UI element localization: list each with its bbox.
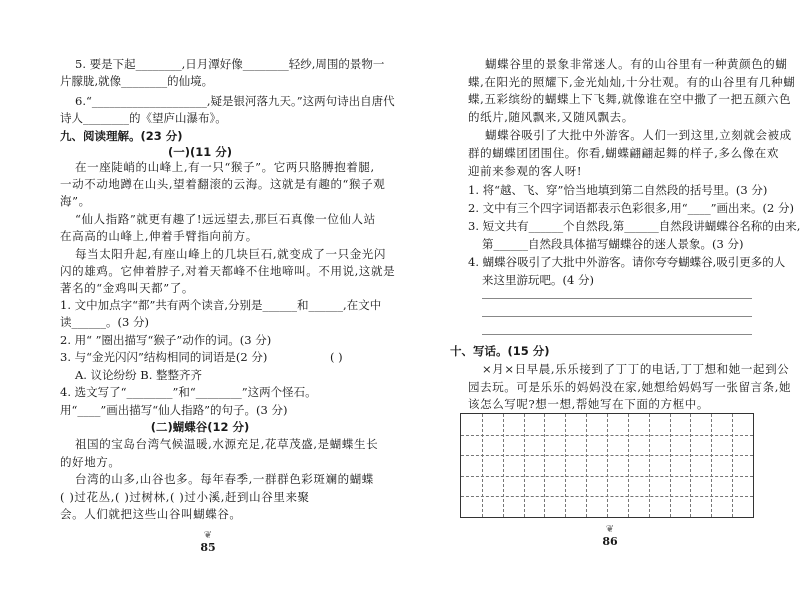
butterfly-q2: 2. 文中有三个四字词语都表示色彩很多,用“____”画出来。(2 分) bbox=[468, 201, 794, 215]
reading-q4-line-1: 4. 选文写了“________”和“________”这两个怪石。 bbox=[60, 385, 317, 399]
writing-prompt-line: 园去玩。可是乐乐的妈妈没在家,她想给妈妈写一张留言条,她 bbox=[468, 380, 792, 394]
writing-grid[interactable] bbox=[460, 413, 754, 518]
butterfly-q4-line-2: 来这里游玩吧。(4 分) bbox=[482, 273, 594, 287]
butterfly-q3-line-2: 第______自然段具体描写蝴蝶谷的迷人景象。(3 分) bbox=[482, 237, 744, 251]
passage-2-continued-line: 群的蝴蝶团团围住。你看,蝴蝶翩翩起舞的样子,多么像在欢 bbox=[468, 146, 780, 160]
grid-column-line bbox=[607, 414, 608, 517]
grid-row-line bbox=[461, 496, 753, 497]
passage-2-line: 祖国的宝岛台湾气候温暖,水源充足,花草茂盛,是蝴蝶生长 bbox=[75, 437, 379, 451]
passage-1-line: 每当太阳升起,有座山峰上的几块巨石,就变成了一只金光闪 bbox=[75, 247, 387, 261]
passage-1-line: 在高高的山峰上,伸着手臂指向前方。 bbox=[60, 229, 258, 243]
passage-2-continued-line: 迎前来参观的客人呀! bbox=[468, 164, 583, 178]
ornament-icon: ❦ bbox=[605, 524, 615, 535]
question-5-line-1: 5. 要是下起________,日月潭好像________轻纱,周围的景物一 bbox=[75, 57, 385, 71]
grid-column-line bbox=[565, 414, 566, 517]
page-number-85: ❦ 85 bbox=[200, 530, 216, 554]
grid-column-line bbox=[482, 414, 483, 517]
grid-column-line bbox=[732, 414, 733, 517]
passage-1-line: 海”。 bbox=[60, 194, 91, 208]
passage-2-continued-line: 蝴蝶谷吸引了大批中外游客。人们一到这里,立刻就会被成 bbox=[485, 128, 792, 142]
grid-column-line bbox=[628, 414, 629, 517]
passage-2-continued-line: 的纸片,随风飘来,又随风飘去。 bbox=[468, 110, 634, 124]
question-6-line-2: 诗人________的《望庐山瀑布》。 bbox=[60, 111, 227, 125]
butterfly-q4-line-1: 4. 蝴蝶谷吸引了大批中外游客。请你夸夸蝴蝶谷,吸引更多的人 bbox=[468, 255, 786, 269]
answer-line[interactable] bbox=[482, 298, 752, 299]
passage-2-continued-line: 蝶,五彩缤纷的蝴蝶上下飞舞,就像谁在空中撒了一把五颜六色 bbox=[468, 92, 792, 106]
reading-q1-line-2: 读______。(3 分) bbox=[60, 315, 149, 329]
reading-q3-answer-paren: ( ) bbox=[330, 350, 343, 364]
answer-line[interactable] bbox=[482, 334, 752, 335]
reading-q3-options: A. 议论纷纷 B. 整整齐齐 bbox=[75, 368, 203, 382]
passage-2-line: 的好地方。 bbox=[60, 455, 121, 469]
passage-2-continued-line: 蝴蝶谷里的景象非常迷人。有的山谷里有一种黄颜色的蝴 bbox=[485, 57, 788, 71]
passage-1-line: 一动不动地蹲在山头,望着翻滚的云海。这就是有趣的“猴子观 bbox=[60, 177, 386, 191]
reading-q2: 2. 用“ ”圈出描写“猴子”动作的词。(3 分) bbox=[60, 333, 272, 347]
passage-2-title: (二)蝴蝶谷(12 分) bbox=[150, 420, 250, 434]
ornament-icon: ❦ bbox=[203, 530, 213, 541]
grid-row-line bbox=[461, 476, 753, 477]
grid-column-line bbox=[586, 414, 587, 517]
writing-prompt-line: 该怎么写呢?想一想,帮她写在下面的方框中。 bbox=[468, 397, 709, 411]
grid-column-line bbox=[524, 414, 525, 517]
passage-1-line: 著名的“金鸡叫天都”了。 bbox=[60, 281, 194, 295]
grid-column-line bbox=[711, 414, 712, 517]
grid-column-line bbox=[649, 414, 650, 517]
reading-q3: 3. 与“金光闪闪”结构相同的词语是(2 分) bbox=[60, 350, 268, 364]
grid-column-line bbox=[670, 414, 671, 517]
reading-q1-line-1: 1. 文中加点字“都”共有两个读音,分别是______和______,在文中 bbox=[60, 298, 382, 312]
section-10-heading: 十、写话。(15 分) bbox=[450, 344, 550, 358]
butterfly-q3-line-1: 3. 短文共有______个自然段,第______自然段讲蝴蝶谷名称的由来, bbox=[468, 219, 800, 233]
reading-q4-line-2: 用“____”画出描写“仙人指路”的句子。(3 分) bbox=[60, 403, 288, 417]
passage-2-line: ( )过花丛,( )过树林,( )过小溪,赶到山谷里来聚 bbox=[60, 490, 310, 504]
grid-row-line bbox=[461, 435, 753, 436]
grid-row-line bbox=[461, 455, 753, 456]
answer-line[interactable] bbox=[482, 316, 752, 317]
grid-column-line bbox=[690, 414, 691, 517]
passage-2-line: 台湾的山多,山谷也多。每年春季,一群群色彩斑斓的蝴蝶 bbox=[75, 472, 374, 486]
passage-1-line: “仙人指路”就更有趣了!远远望去,那巨石真像一位仙人站 bbox=[75, 212, 376, 226]
passage-2-continued-line: 蝶,在阳光的照耀下,金光灿灿,十分壮观。有的山谷里有几种蝴 bbox=[468, 75, 796, 89]
grid-column-line bbox=[544, 414, 545, 517]
page-number-86: ❦ 86 bbox=[602, 524, 618, 548]
passage-1-title: (一)(11 分) bbox=[167, 145, 233, 159]
question-5-line-2: 片朦胧,就像________的仙境。 bbox=[60, 74, 214, 88]
question-6-line-1: 6.“____________________,疑是银河落九天。”这两句诗出自唐代 bbox=[75, 94, 395, 108]
grid-column-line bbox=[503, 414, 504, 517]
section-9-heading: 九、阅读理解。(23 分) bbox=[60, 129, 183, 143]
passage-2-line: 会。人们就把这些山谷叫蝴蝶谷。 bbox=[60, 507, 242, 521]
writing-prompt-line: ×月×日早晨,乐乐接到了丁丁的电话,丁丁想和她一起到公 bbox=[482, 362, 790, 376]
butterfly-q1: 1. 将“越、飞、穿”恰当地填到第二自然段的括号里。(3 分) bbox=[468, 183, 768, 197]
passage-1-line: 在一座陡峭的山峰上,有一只“猴子”。它两只胳膊抱着腿, bbox=[75, 160, 375, 174]
passage-1-line: 闪的雄鸡。它伸着脖子,对着天都峰不住地啼叫。不用说,这就是 bbox=[60, 264, 396, 278]
